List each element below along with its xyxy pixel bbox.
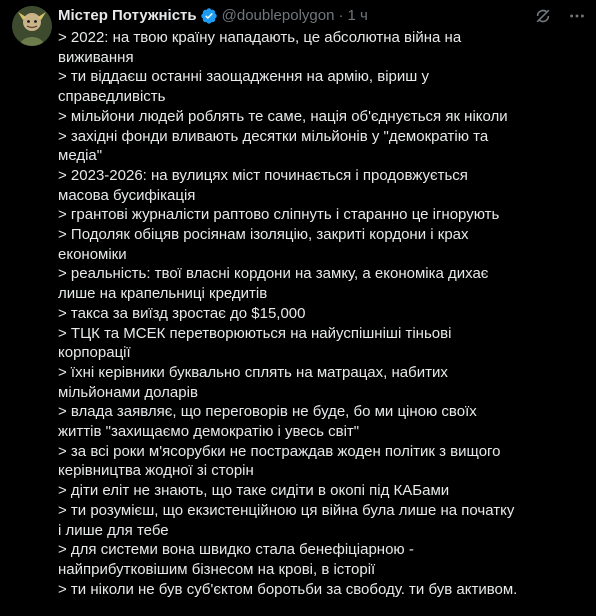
tweet-text-line: > діти еліт не знають, що таке сидіти в окопі під КАБами — [58, 482, 450, 500]
tweet-text-line: > грантові журналісти раптово сліпнуть і старанно це ігнорують — [58, 206, 500, 224]
tweet-text-line: справедливість — [58, 88, 166, 106]
timestamp[interactable]: 1 ч — [347, 7, 368, 24]
tweet-text-line: > ти ніколи не був суб'єктом боротьби за свободу. ти був активом. — [58, 580, 518, 598]
tweet-text-line: мільйонами доларів — [58, 383, 198, 401]
tweet-text-line: > за всі роки м'ясорубки не постраждав жоден політик з вищого — [58, 442, 501, 460]
tweet-text-line: медіа" — [58, 147, 103, 165]
avatar-image — [12, 6, 52, 46]
tweet-text — [58, 28, 586, 599]
tweet-text-line: корпорації — [58, 344, 131, 362]
verified-badge-icon — [200, 7, 218, 25]
tweet-text-line: > ТЦК та МСЕК перетворюються на найуспішніші тіньові — [58, 324, 452, 342]
grok-icon[interactable] — [534, 7, 552, 25]
tweet-text-line: > такса за виїзд зростає до $15,000 — [58, 304, 306, 322]
tweet-text-line: > влада заявляє, що переговорів не буде, бо ми ціною своїх — [58, 403, 477, 421]
tweet-text-line: економіки — [58, 245, 127, 263]
tweet-text-line: > ти розумієш, що екзистенційною ця війна була лише на початку — [58, 501, 515, 519]
tweet-actions — [534, 6, 586, 26]
user-handle[interactable]: @doublepolygon — [221, 7, 335, 24]
tweet-text-line: > ти віддаєш останні заощадження на армію, віриш у — [58, 68, 429, 86]
tweet-text-line: масова бусифікація — [58, 186, 196, 204]
tweet-content — [58, 6, 586, 599]
separator-dot: · — [338, 7, 344, 24]
tweet-text-line: і лише для тебе — [58, 521, 169, 539]
tweet-text-line: > мільйони людей роблять те саме, нація об'єднується як ніколи — [58, 107, 508, 125]
tweet-text-line: > західні фонди вливають десятки мільйонів у "демократію та — [58, 127, 489, 145]
tweet-text-line: > 2023-2026: на вулицях міст починається і продовжується — [58, 166, 468, 184]
tweet-header — [58, 6, 586, 26]
tweet-text-line: життів "захищаємо демократію і увесь світ" — [58, 423, 360, 441]
tweet-text-line: > їхні керівники буквально сплять на матрацах, набитих — [58, 363, 448, 381]
display-name[interactable]: Містер Потужність — [58, 7, 197, 24]
more-options-icon[interactable] — [568, 7, 586, 25]
tweet-text-line: лише на крапельниці кредитів — [58, 285, 268, 303]
tweet-text-line: > 2022: на твою країну нападають, це абсолютна війна на — [58, 29, 462, 46]
tweet-text-line: найприбутковішим бізнесом на крові, в історії — [58, 560, 376, 578]
tweet-text-line: > реальність: твої власні кордони на замку, а економіка дихає — [58, 265, 489, 283]
tweet-text-line: > Подоляк обіцяв росіянам ізоляцію, закриті кордони і крах — [58, 226, 469, 244]
avatar[interactable] — [12, 6, 52, 46]
tweet-text-line: > для системи вона швидко стала бенефіціарною - — [58, 541, 414, 559]
tweet-text-line: виживання — [58, 48, 134, 66]
tweet-text-line: керівництва жодної зі сторін — [58, 462, 254, 480]
